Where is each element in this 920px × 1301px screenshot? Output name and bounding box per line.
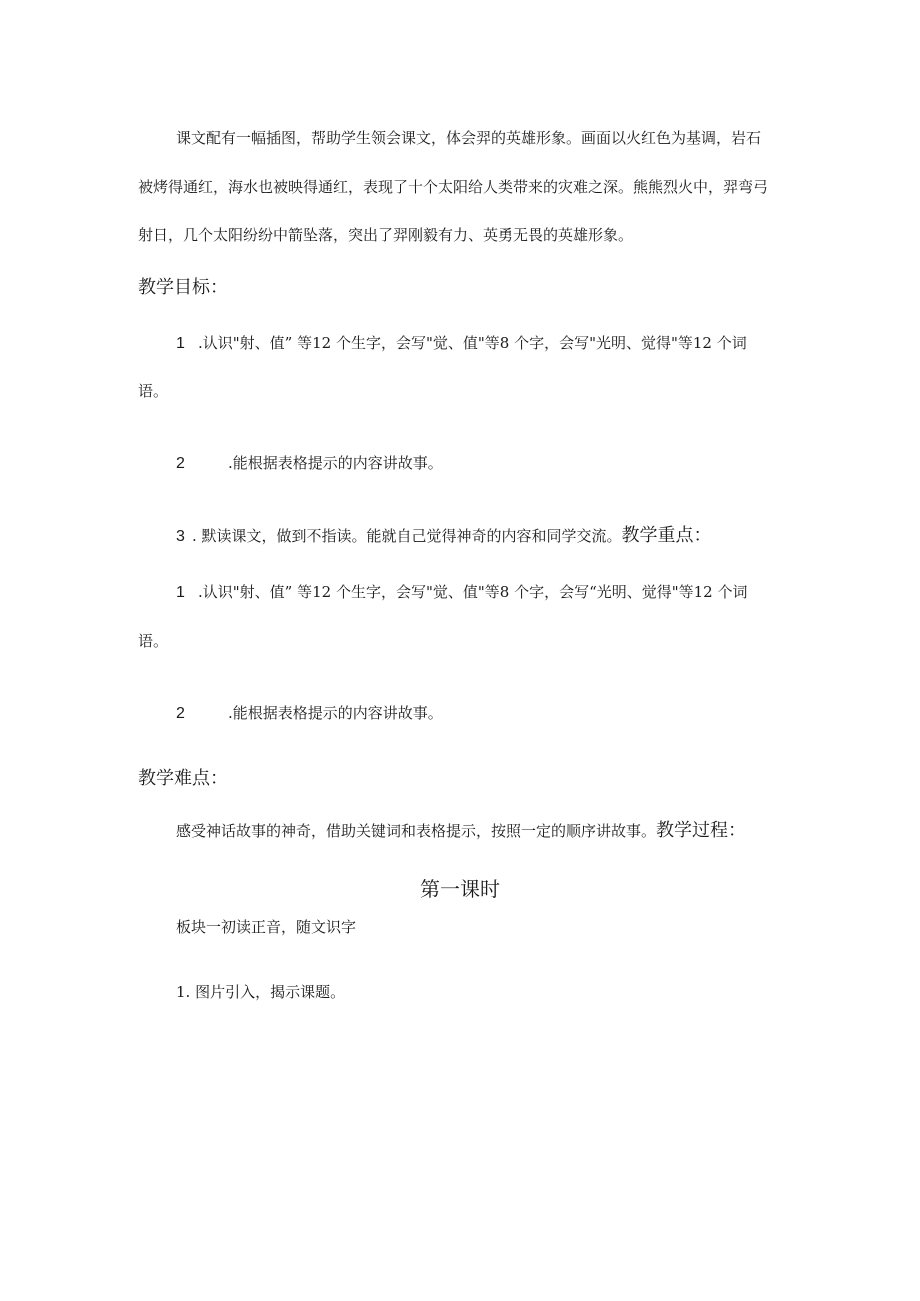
difficulties-heading: 教学难点：: [138, 768, 228, 789]
objective-1-text: .认识"射、值” 等12 个生字，会写"觉、值"等8 个字，会写"光明、觉得"等12 个词: [198, 334, 747, 352]
process-heading: 教学过程：: [656, 820, 747, 841]
key-point-1-number: 1: [176, 584, 185, 601]
objective-item-2: [176, 453, 443, 474]
lesson-section: 板块一初读正音，随文识字: [176, 918, 357, 936]
objective-3-number: 3: [176, 528, 185, 545]
key-point-1-continuation: 语。: [138, 632, 169, 650]
intro-line-2: 被烤得通红，海水也被映得通红，表现了十个太阳给人类带来的灾难之深。熊熊烈火中，羿弯弓: [138, 178, 769, 196]
key-point-2-number: 2: [176, 705, 185, 722]
objectives-heading: 教学目标：: [138, 277, 228, 298]
difficulties-text: 感受神话故事的神奇，借助关键词和表格提示，按照一定的顺序讲故事。: [176, 822, 657, 840]
difficulties-text-line: [176, 821, 746, 841]
objective-item-1: [176, 333, 747, 354]
lesson-step-1: 1. 图片引入，揭示课题。: [176, 983, 346, 1001]
key-point-2-text: .能根据表格提示的内容讲故事。: [228, 704, 443, 722]
key-points-heading: 教学重点：: [621, 525, 712, 546]
key-point-item-1: [176, 582, 748, 603]
key-point-item-2: [176, 703, 443, 724]
lesson-title: 第一课时: [420, 877, 500, 901]
intro-line-3: 射日，几个太阳纷纷中箭坠落，突出了羿刚毅有力、英勇无畏的英雄形象。: [138, 226, 634, 244]
objective-2-text: .能根据表格提示的内容讲故事。: [228, 454, 443, 472]
objective-1-continuation: 语。: [138, 382, 169, 400]
key-point-1-text: .认识"射、值” 等12 个生字，会写"觉、值"等8 个字，会写“光明、觉得"等12 个词: [198, 583, 748, 601]
intro-line-1: 课文配有一幅插图，帮助学生领会课文，体会羿的英雄形象。画面以火红色为基调，岩石: [176, 129, 762, 147]
objective-3-text: . 默读课文，做到不指读。能就自己觉得神奇的内容和同学交流。: [192, 527, 622, 545]
objective-2-number: 2: [176, 455, 185, 472]
objective-1-number: 1: [176, 335, 185, 352]
objective-item-3: [176, 526, 712, 547]
